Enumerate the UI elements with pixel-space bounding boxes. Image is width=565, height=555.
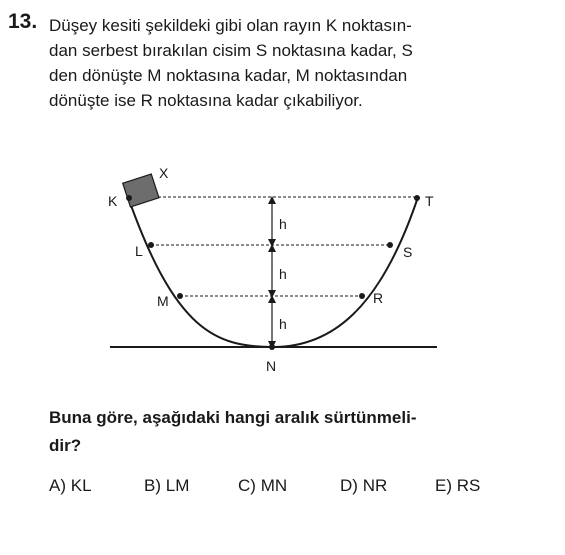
point-t [414,195,420,201]
height-label: h [279,266,287,282]
object-box [123,174,159,207]
point-label-r: R [373,290,384,306]
option-text: RS [456,476,481,495]
option-a[interactable] [49,476,92,496]
option-letter: A) [49,476,66,495]
option-letter: B) [144,476,161,495]
point-s [387,242,393,248]
question-prompt-line: Buna göre, aşağıdaki hangi aralık sürtünmeli- [49,408,417,427]
question-text-line: Düşey kesiti şekildeki gibi olan rayın K noktasın- [49,16,412,35]
point-label-n: N [266,358,277,374]
answer-options [0,476,565,500]
point-label-m: M [157,293,169,309]
question-text-line: den dönüşte M noktasına kadar, M noktasından [49,66,408,85]
option-c[interactable] [238,476,287,496]
question-text-line: dönüşte ise R noktasına kadar çıkabiliyor. [49,91,363,110]
question-prompt-line: dir? [49,436,82,455]
point-label-k: K [108,193,118,209]
question-text-line: dan serbest bırakılan cisim S noktasına kadar, S [49,41,413,60]
option-text: NR [362,476,388,495]
option-text: MN [260,476,288,495]
height-label: h [279,216,287,232]
height-label: h [279,316,287,332]
question-prompt [49,404,416,460]
point-k [126,195,132,201]
point-m [177,293,183,299]
point-n [269,344,275,350]
point-label-l: L [135,243,143,259]
track-curve [128,197,418,347]
question-number: 13. [8,10,38,33]
point-label-t: T [425,193,434,209]
option-text: KL [70,476,92,495]
option-d[interactable] [340,476,387,496]
point-label-s: S [403,244,413,260]
option-e[interactable] [435,476,480,496]
option-letter: D) [340,476,358,495]
option-text: LM [165,476,190,495]
option-b[interactable] [144,476,189,496]
object-label: X [159,165,169,181]
point-l [148,242,154,248]
option-letter: C) [238,476,256,495]
option-letter: E) [435,476,452,495]
point-r [359,293,365,299]
